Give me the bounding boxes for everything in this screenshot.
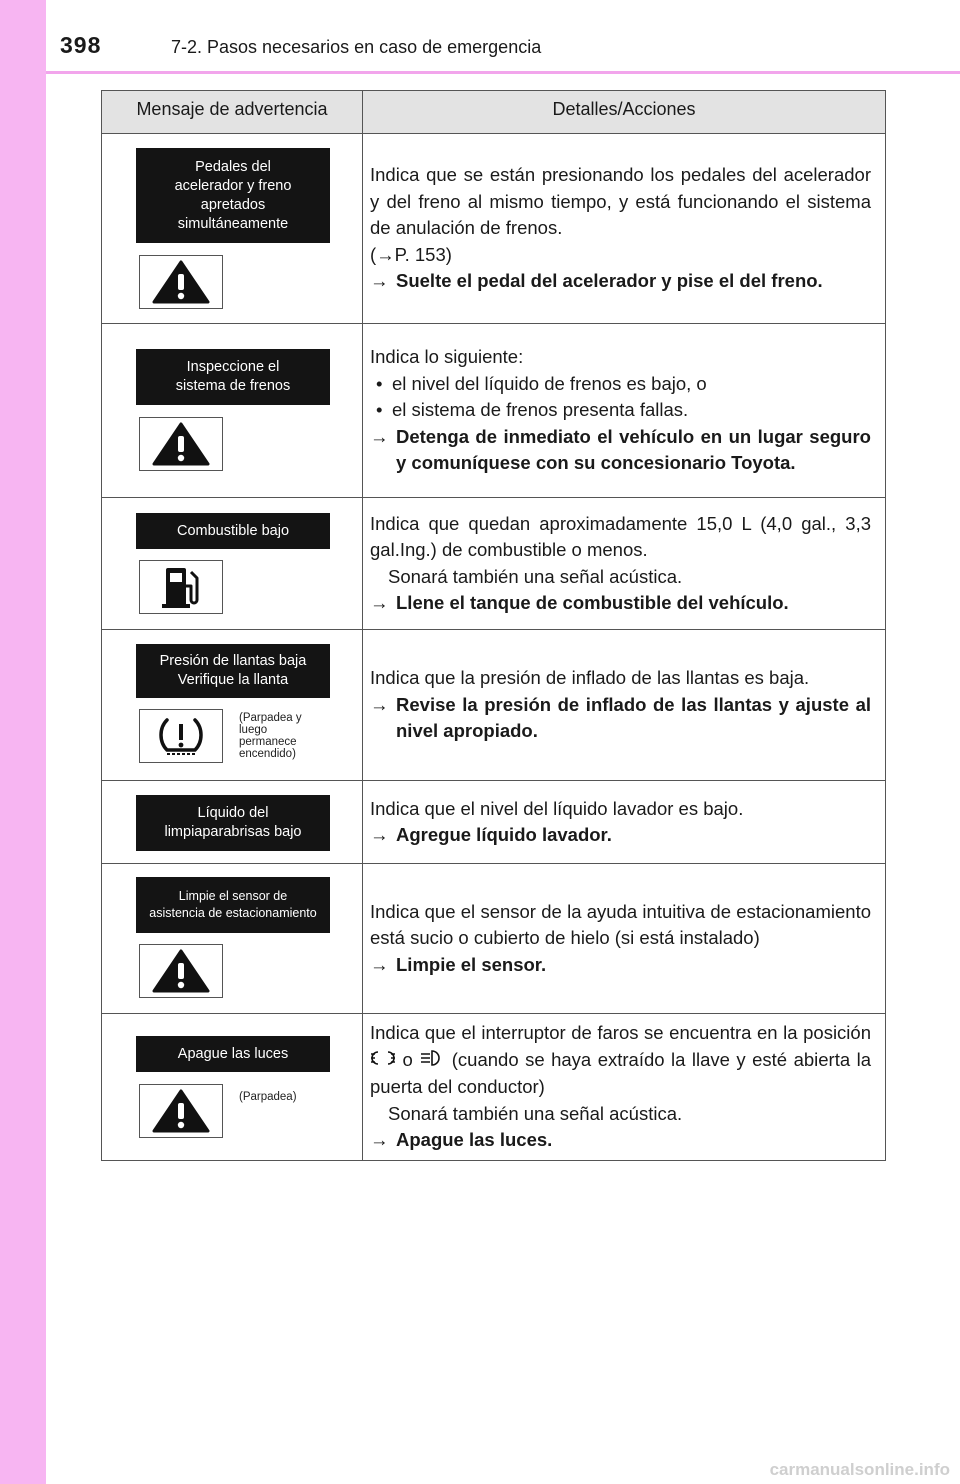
- message-line: limpiaparabrisas bajo: [164, 824, 302, 840]
- table-row: [102, 498, 885, 630]
- arrow-icon: →: [370, 953, 389, 975]
- detail-text: Indica que el nivel del líquido lavador es bajo.: [370, 797, 744, 819]
- action-text: [370, 692, 871, 745]
- warning-message-box: [136, 148, 330, 243]
- note-line: encendido): [239, 748, 296, 760]
- detail-text: Indica que quedan aproximadamente 15,0 L (4,0 gal., 3,3 gal.Ing.) de combustible o menos.: [370, 512, 871, 560]
- action-label: Suelte el pedal del acelerador y pise el del freno.: [396, 270, 823, 292]
- detail-text: [370, 1020, 871, 1100]
- message-line: Inspeccione el: [186, 359, 280, 375]
- table-row: [102, 630, 885, 781]
- action-text: [370, 952, 871, 979]
- arrow-icon: →: [370, 592, 389, 613]
- action-label: Apague las luces.: [396, 1129, 553, 1151]
- message-line: asistencia de estacionamiento: [149, 906, 317, 920]
- detail-text: Indica que el sensor de la ayuda intuitiva de estacionamiento está sucio o cubierto de hielo (si está instalado): [370, 900, 871, 949]
- column-header-message: Mensaje de advertencia: [102, 91, 363, 133]
- table-header: [102, 91, 885, 134]
- detail-part: Indica que el interruptor de faros se encuentra en la posición: [370, 1022, 871, 1044]
- side-color-strip: [0, 0, 46, 1484]
- message-line: Presión de llantas baja: [159, 653, 307, 669]
- page-number: 398: [60, 32, 102, 58]
- message-line: sistema de frenos: [175, 378, 291, 394]
- sound-note: Sonará también una señal acústica.: [388, 1102, 683, 1124]
- message-line: Combustible bajo: [176, 522, 290, 539]
- warning-message-box: [136, 513, 330, 549]
- header-rule: [46, 71, 960, 74]
- action-text: [370, 1127, 871, 1154]
- table-row: [102, 781, 885, 864]
- action-label: Detenga de inmediato el vehículo en un lugar seguro y comuníquese con su concesionario Toyota.: [396, 425, 871, 474]
- message-line: Pedales del: [195, 158, 271, 175]
- detail-part: (cuando se haya extraído la llave y esté abierta la puerta del conductor): [370, 1048, 872, 1098]
- warning-message-box: [136, 644, 330, 698]
- note-line: permanece: [239, 736, 297, 748]
- arrow-icon: →: [370, 1129, 389, 1151]
- action-text: [370, 424, 871, 477]
- warning-triangle-icon: [139, 1084, 223, 1138]
- note-line: luego: [239, 724, 268, 736]
- detail-text: Indica lo siguiente:: [370, 346, 524, 368]
- arrow-icon: →: [370, 824, 389, 845]
- message-line: Apague las luces: [177, 1045, 289, 1062]
- action-label: Llene el tanque de combustible del vehículo.: [396, 592, 789, 613]
- table-row: [102, 1014, 885, 1160]
- section-title: 7-2. Pasos necesarios en caso de emergencia: [171, 37, 542, 57]
- detail-part: o: [402, 1048, 413, 1070]
- action-label: Revise la presión de inflado de las llantas y ajuste al nivel apropiado.: [396, 693, 871, 742]
- tire-pressure-icon: [139, 709, 223, 763]
- arrow-icon: →: [370, 425, 389, 447]
- message-line: Verifique la llanta: [177, 672, 289, 688]
- sound-note: Sonará también una señal acústica.: [388, 565, 683, 587]
- warning-message-box: [136, 1036, 330, 1072]
- watermark: carmanualsonline.info: [769, 1460, 950, 1479]
- warning-message-box: [136, 877, 330, 933]
- note-line: (Parpadea y: [239, 712, 302, 724]
- fuel-pump-icon: [139, 560, 223, 614]
- bullet-item: • el sistema de frenos presenta fallas.: [370, 397, 871, 424]
- action-text: [370, 590, 871, 617]
- blink-note: [239, 1091, 297, 1103]
- detail-text: Indica que se están presionando los pedales del acelerador y del freno al mismo tiempo, y está funcionando el sistema de anulación de frenos.: [370, 164, 871, 239]
- table-row: [102, 864, 885, 1014]
- blink-note: [239, 712, 302, 760]
- warning-messages-table: [101, 90, 886, 1161]
- action-text: [370, 822, 871, 849]
- warning-triangle-icon: [139, 255, 223, 309]
- table-row: [102, 324, 885, 498]
- column-header-details: Detalles/Acciones: [552, 98, 696, 119]
- action-text: [370, 268, 871, 295]
- message-line: apretados: [200, 196, 266, 213]
- warning-triangle-icon: [139, 417, 223, 471]
- message-line: simultáneamente: [177, 215, 289, 232]
- headlights-icon: [419, 1048, 445, 1075]
- arrow-icon: →: [370, 270, 389, 292]
- action-label: Limpie el sensor.: [396, 953, 547, 975]
- message-line: Líquido del: [197, 805, 269, 821]
- warning-triangle-icon: [139, 944, 223, 998]
- bullet-item: • el nivel del líquido de frenos es bajo, o: [370, 371, 871, 398]
- page-reference: (→P. 153): [370, 243, 452, 265]
- action-label: Agregue líquido lavador.: [396, 824, 612, 845]
- parking-lights-icon: [370, 1048, 396, 1075]
- table-row: [102, 134, 885, 324]
- warning-message-box: [136, 795, 330, 851]
- detail-text: Indica que la presión de inflado de las llantas es baja.: [370, 667, 810, 689]
- warning-message-box: [136, 349, 330, 405]
- message-line: acelerador y freno: [174, 177, 292, 194]
- message-line: Limpie el sensor de: [178, 889, 288, 903]
- arrow-icon: →: [370, 693, 389, 715]
- note-line: (Parpadea): [239, 1091, 297, 1103]
